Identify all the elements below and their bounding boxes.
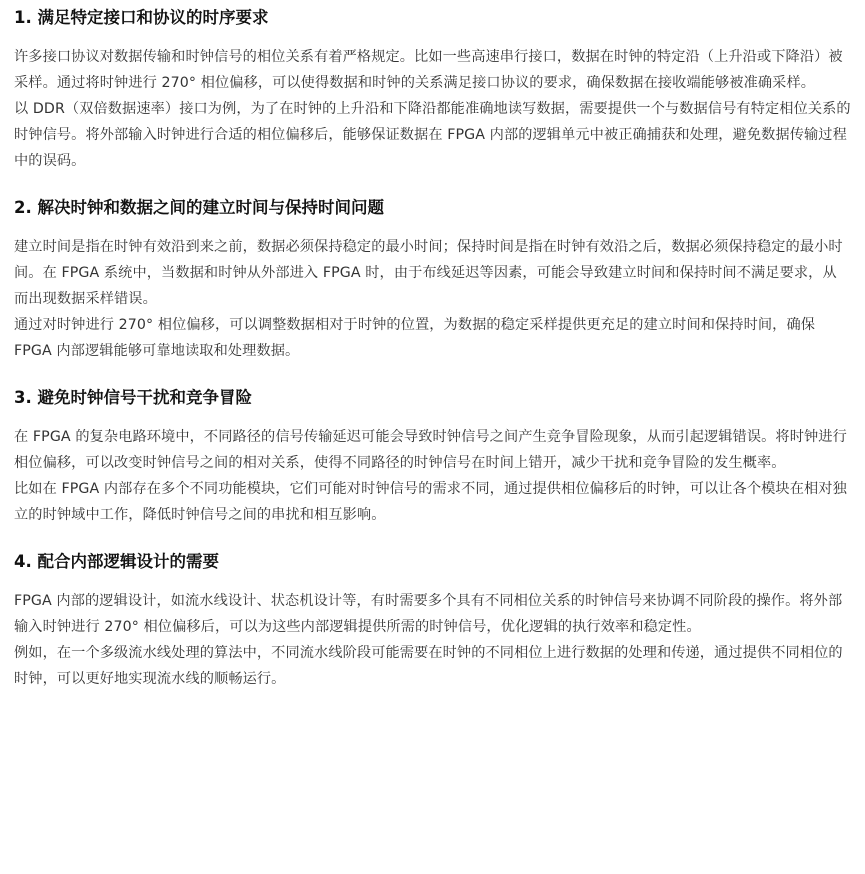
section-paragraph: FPGA 内部的逻辑设计，如流水线设计、状态机设计等，有时需要多个具有不同相位关系的时钟信号来协调不同阶段的操作。将外部输入时钟进行 270° 相位偏移后，可以为这些内部逻辑提供所需的时钟信号，优化逻辑的执行效率和稳定性。 — [14, 593, 843, 635]
section-paragraph: 在 FPGA 的复杂电路环境中，不同路径的信号传输延迟可能会导致时钟信号之间产生竞争冒险现象，从而引起逻辑错误。将时钟进行相位偏移，可以改变时钟信号之间的相对关系，使得不同路径的时钟信号在时间上错开，减少干扰和竞争冒险的发生概率。 — [14, 429, 847, 471]
section-paragraph: 比如在 FPGA 内部存在多个不同功能模块，它们可能对时钟信号的需求不同，通过提供相位偏移后的时钟，可以让各个模块在相对独立的时钟域中工作，降低时钟信号之间的串扰和相互影响。 — [14, 481, 847, 523]
section-paragraph: 例如，在一个多级流水线处理的算法中，不同流水线阶段可能需要在时钟的不同相位上进行数据的处理和传递，通过提供不同相位的时钟，可以更好地实现流水线的顺畅运行。 — [14, 645, 843, 687]
section-paragraph: 建立时间是指在时钟有效沿到来之前，数据必须保持稳定的最小时间；保持时间是指在时钟有效沿之后，数据必须保持稳定的最小时间。在 FPGA 系统中，当数据和时钟从外部进入 FPGA 时，由于布线延迟等因素，可能会导致建立时间和保持时间不满足要求，从而出现数据采样错误。 — [14, 239, 843, 307]
section-heading: 1. 满足特定接口和协议的时序要求 — [14, 8, 269, 27]
section-paragraph: 许多接口协议对数据传输和时钟信号的相位关系有着严格规定。比如一些高速串行接口，数据在时钟的特定沿（上升沿或下降沿）被采样。通过将时钟进行 270° 相位偏移，可以使得数据和时钟的关系满足接口协议的要求，确保数据在接收端能够被准确采样。 — [14, 49, 843, 91]
section-heading: 2. 解决时钟和数据之间的建立时间与保持时间问题 — [14, 198, 384, 217]
section-4 — [14, 550, 851, 692]
section-heading: 4. 配合内部逻辑设计的需要 — [14, 552, 219, 571]
section-2 — [14, 196, 851, 364]
section-paragraph: 以 DDR（双倍数据速率）接口为例，为了在时钟的上升沿和下降沿都能准确地读写数据，需要提供一个与数据信号有特定相位关系的时钟信号。将外部输入时钟进行合适的相位偏移后，能够保证数据在 FPGA 内部的逻辑单元中被正确捕获和处理，避免数据传输过程中的误码。 — [14, 101, 851, 169]
section-3 — [14, 386, 851, 528]
section-1 — [14, 6, 851, 174]
section-heading: 3. 避免时钟信号干扰和竞争冒险 — [14, 388, 252, 407]
section-paragraph: 通过对时钟进行 270° 相位偏移，可以调整数据相对于时钟的位置，为数据的稳定采样提供更充足的建立时间和保持时间，确保 FPGA 内部逻辑能够可靠地读取和处理数据。 — [14, 317, 816, 359]
